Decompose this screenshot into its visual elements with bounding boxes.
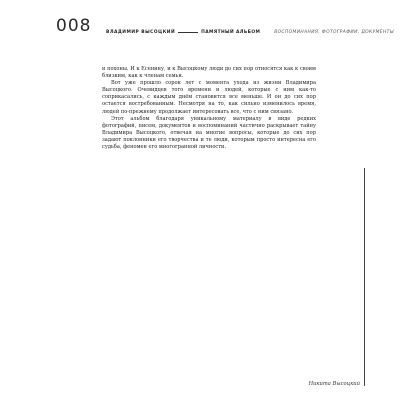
side-rule [364, 168, 365, 386]
signature: Никита Высоцкий [308, 381, 360, 387]
body-text [102, 66, 316, 151]
page-number: 008 [56, 16, 92, 36]
header-divider [178, 32, 198, 33]
paragraph: Этот альбом благодаря уникальному материалу в виде редких фотографий, писем, документов и воспоминаний частично раскрывает тайну Владимира Высоцкого, отвечая на многие вопросы, которые до сих пор задают поклонники его творчества и те люди, которым просто интересна его судьба, феномен его многогранной личности. [102, 115, 316, 151]
header-author: ВЛАДИМИР ВЫСОЦКИЙ [106, 29, 176, 35]
header-title: ПАМЯТНЫЙ АЛЬБОМ [201, 29, 261, 35]
header-subtitle: ВОСПОМИНАНИЯ, ФОТОГРАФИИ, ДОКУМЕНТЫ [274, 29, 394, 35]
paragraph: и похоны. И к Есенину, и к Высоцкому люди до сих пор относятся как к своим близким, как к членам семьи. [102, 66, 316, 80]
paragraph: Вот уже прошло сорок лет с момента ухода из жизни Владимира Высоцкого. Очевидцев того времени и людей, которые с ним как-то соприкасались, с каждым днём становится все меньше. И он до сих пор остается востребованным. Несмотря на то, как сильно изменилось время, людей по-прежнему продолжает интересовать все, что с ним связано. [102, 80, 316, 115]
running-header [106, 27, 406, 37]
